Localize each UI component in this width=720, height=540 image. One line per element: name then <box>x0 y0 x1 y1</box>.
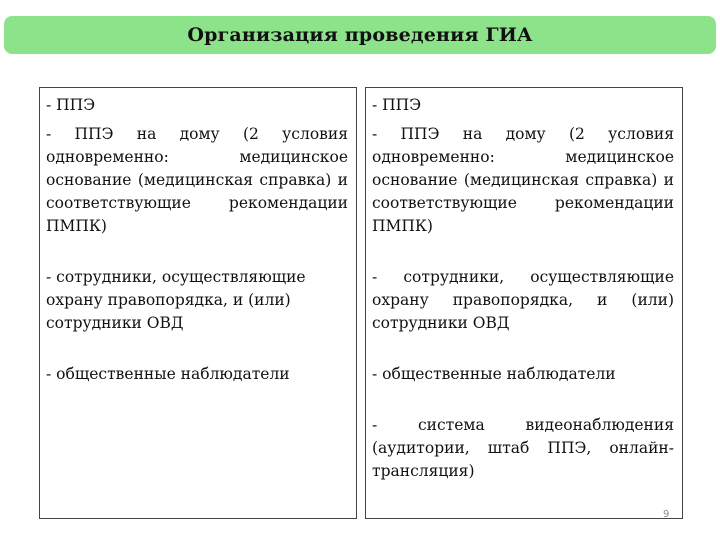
page-number: 9 <box>663 509 670 520</box>
right-column <box>365 87 683 519</box>
list-item: - ППЭ на дому (2 условия одновременно: медицинское основание (медицинская справка) и соответствующие рекомендации ПМПК) <box>46 125 348 235</box>
list-item: - ППЭ <box>372 96 422 114</box>
list-item: - сотрудники, осуществляющие охрану правопорядка, и (или) сотрудники ОВД <box>46 268 306 332</box>
title-banner <box>4 16 716 54</box>
left-column <box>39 87 357 519</box>
list-item: - общественные наблюдатели <box>372 365 616 383</box>
list-item: - общественные наблюдатели <box>46 365 290 383</box>
list-item: - система видеонаблюдения (аудитории, штаб ППЭ, онлайн-трансляция) <box>372 416 674 480</box>
list-item: - сотрудники, осуществляющие охрану правопорядка, и (или) сотрудники ОВД <box>372 268 674 332</box>
page-title: Организация проведения ГИА <box>187 24 533 46</box>
list-item: - ППЭ <box>46 96 96 114</box>
list-item: - ППЭ на дому (2 условия одновременно: медицинское основание (медицинская справка) и соответствующие рекомендации ПМПК) <box>372 125 674 235</box>
